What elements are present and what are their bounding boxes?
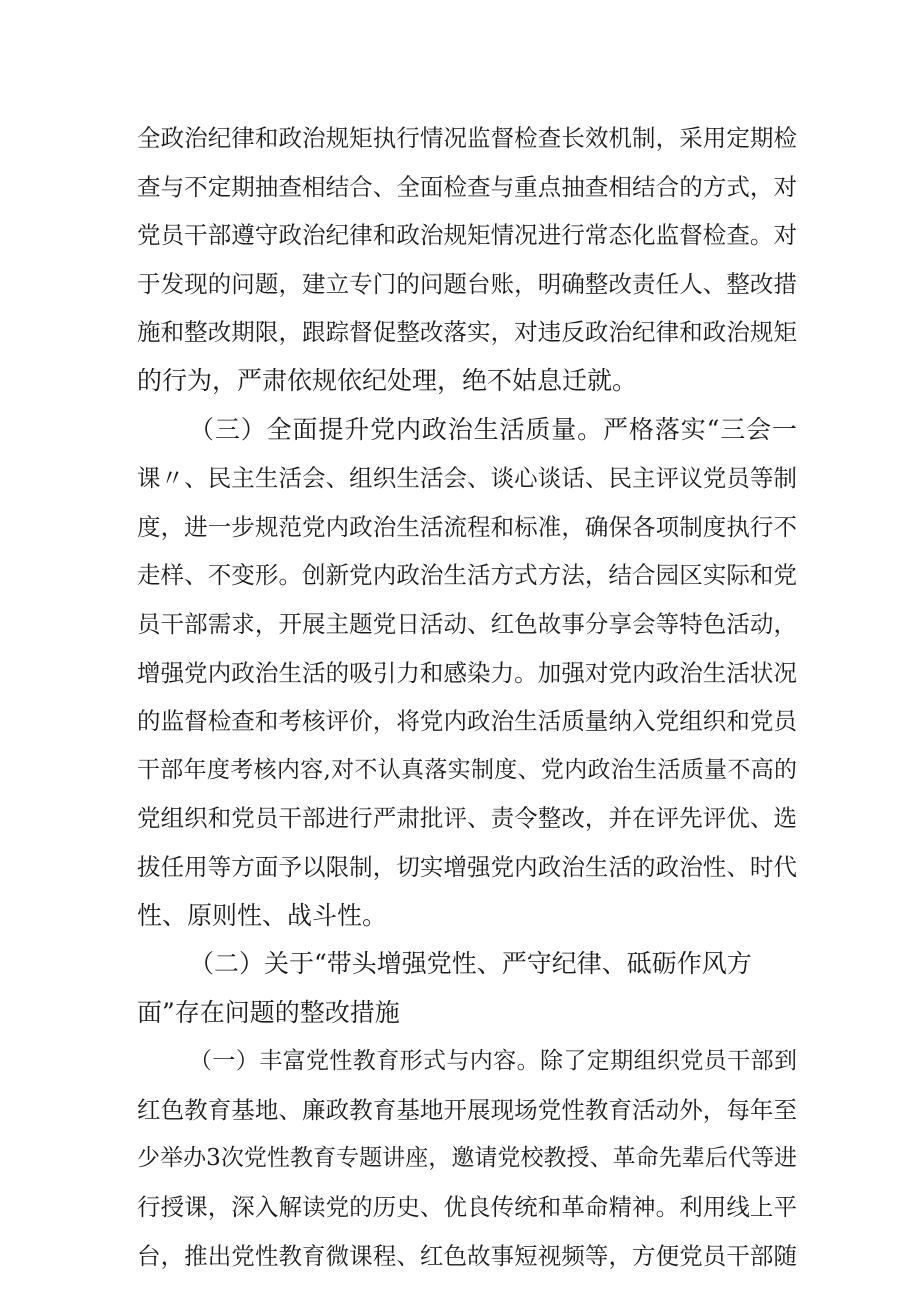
text-line: 全政治纪律和政治规矩执行情况监督检查长效机制，采用定期检: [137, 124, 797, 152]
text-line: 查与不定期抽查相结合、全面检查与重点抽查相结合的方式，对: [137, 172, 797, 201]
text-line: 党员干部遵守政治纪律和政治规矩情况进行常态化监督检查。对: [137, 221, 797, 250]
text-line: 红色教育基地、廉政教育基地开展现场党性教育活动外，每年至: [137, 1095, 797, 1124]
text-line: 干部年度考核内容,对不认真落实制度、党内政治生活质量不高的: [137, 756, 797, 783]
text-line: 走样、不变形。创新党内政治生活方式方法，结合园区实际和党: [137, 561, 797, 590]
text-line: （一）丰富党性教育形式与内容。除了定期组织党员干部到: [189, 1048, 797, 1075]
text-line: 面”存在问题的整改措施: [137, 997, 400, 1027]
body-text: [137, 114, 797, 1280]
text-line: 的监督检查和考核评价，将党内政治生活质量纳入党组织和党员: [137, 707, 797, 736]
text-line: 党组织和党员干部进行严肃批评、责令整改，并在评先评优、选: [137, 804, 797, 833]
text-line: 的行为，严肃依规依纪处理，绝不姑息迁就。: [137, 365, 638, 395]
text-line: 少举办3次党性教育专题讲座，邀请党校教授、革命先辈后代等进: [137, 1145, 797, 1172]
text-line: 拔任用等方面予以限制，切实增强党内政治生活的政治性、时代: [137, 852, 797, 881]
text-line: 员干部需求，开展主题党日活动、红色故事分享会等特色活动，: [137, 609, 797, 638]
text-line: 增强党内政治生活的吸引力和感染力。加强对党内政治生活状况: [137, 658, 797, 687]
text-line: （二）关于“带头增强党性、严守纪律、砥砺作风方: [189, 949, 752, 979]
text-line: 施和整改期限，跟踪督促整改落实，对违反政治纪律和政治规矩: [137, 318, 797, 347]
text-line: （三）全面提升党内政治生活质量。严格落实“三会一: [189, 414, 797, 444]
text-line: 行授课，深入解读党的历史、优良传统和革命精神。利用线上平: [137, 1193, 797, 1222]
text-line: 度，进一步规范党内政治生活流程和标准，确保各项制度执行不: [137, 512, 797, 541]
text-line: 台，推出党性教育微课程、红色故事短视频等，方便党员干部随: [137, 1241, 797, 1270]
text-line: 课〃、民主生活会、组织生活会、谈心谈话、民主评议党员等制: [137, 464, 797, 493]
text-line: 于发现的问题，建立专门的问题台账，明确整改责任人、整改措: [137, 269, 797, 298]
text-line: 性、原则性、战斗性。: [137, 900, 388, 930]
